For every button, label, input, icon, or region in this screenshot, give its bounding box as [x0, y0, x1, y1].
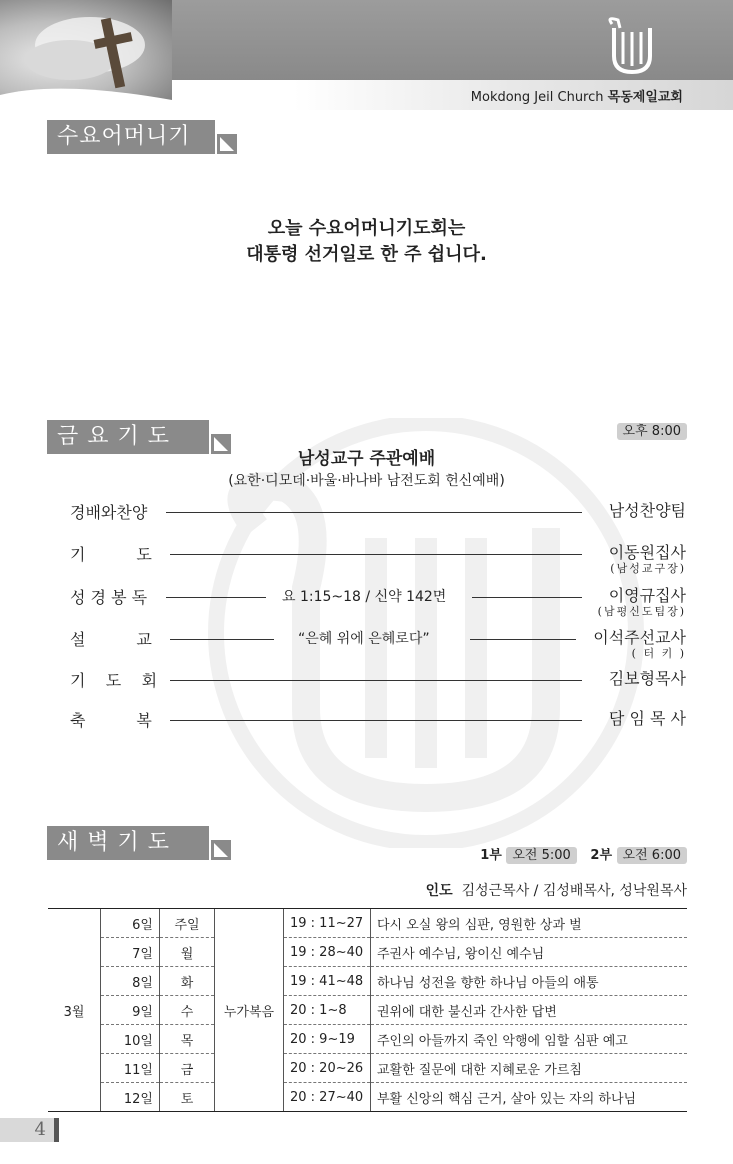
program-subvalue: (남성교구장): [610, 562, 686, 575]
program-leader-line: [170, 720, 582, 721]
program-row: [70, 500, 686, 524]
program-subvalue: (남평신도팀장): [597, 605, 686, 618]
weekday-cell: 화: [160, 967, 215, 996]
church-name-ko: 목동제일교회: [607, 90, 683, 105]
table-row: [48, 909, 687, 938]
weekday-cell: 목: [160, 1025, 215, 1054]
weekday-cell: 주일: [160, 909, 215, 938]
program-value: 이석주선교사: [593, 628, 686, 647]
page-number-bar: [54, 1118, 59, 1142]
friday-headline: 남성교구 주관예배: [297, 449, 436, 469]
day-cell: 7일: [101, 938, 160, 967]
verse-cell: 19 : 11~27: [284, 909, 371, 938]
verse-cell: 20 : 20~26: [284, 1054, 371, 1083]
program-row: [70, 668, 686, 692]
program-leader-line: [166, 512, 582, 513]
topic-cell: 주인의 아들까지 죽인 악행에 임할 심판 예고: [371, 1025, 688, 1054]
wednesday-title-text: 수요어머니기도회: [57, 124, 191, 183]
program-label: 설 교: [70, 630, 152, 649]
friday-time: [617, 420, 687, 439]
book-cell: 누가복음: [215, 909, 284, 1112]
church-name: [471, 86, 683, 105]
program-label: 축 복: [70, 711, 152, 730]
table-row: [48, 1083, 687, 1112]
topic-cell: 다시 오실 왕의 심판, 영원한 상과 벌: [371, 909, 688, 938]
program-leader-line: [166, 597, 266, 598]
notice-line-2: 대통령 선거일로 한 주 쉽니다.: [246, 244, 487, 265]
part2-time-badge: 오전 6:00: [617, 847, 687, 864]
verse-cell: 20 : 27~40: [284, 1083, 371, 1112]
weekday-cell: 월: [160, 938, 215, 967]
table-row: [48, 996, 687, 1025]
weekday-cell: 토: [160, 1083, 215, 1112]
program-value: 김보형목사: [608, 669, 686, 688]
leader-label: 인도: [425, 883, 453, 899]
wednesday-notice: [0, 216, 733, 268]
friday-time-badge: 오후 8:00: [617, 423, 687, 440]
table-row: [48, 967, 687, 996]
day-cell: 12일: [101, 1083, 160, 1112]
part1-label: 1부: [480, 848, 502, 863]
program-leader-line: [470, 639, 576, 640]
friday-subheadline: (요한·디모데·바울·바나바 남전도회 헌신예배): [228, 473, 505, 489]
church-name-en: Mokdong Jeil Church: [470, 90, 604, 105]
table-row: [48, 1054, 687, 1083]
program-row: [70, 585, 686, 618]
dawn-title-text: 새 벽 기 도 회: [57, 830, 170, 889]
program-subvalue: ( 터 키 ): [631, 647, 686, 660]
program-value: 이동원집사: [608, 543, 686, 562]
day-cell: 9일: [101, 996, 160, 1025]
program-leader-line: [472, 597, 582, 598]
topic-cell: 주권사 예수님, 왕이신 예수님: [371, 938, 688, 967]
program-row: [70, 627, 686, 660]
dawn-section-title: [47, 826, 209, 889]
topic-cell: 하나님 성전을 향한 하나님 아들의 애통: [371, 967, 688, 996]
title-corner-icon: [217, 134, 237, 154]
harp-logo-icon: [604, 16, 660, 76]
program-middle-text: 요 1:15~18 / 신약 142면: [282, 589, 447, 605]
program-row: [70, 708, 686, 732]
verse-cell: 19 : 28~40: [284, 938, 371, 967]
part2-label: 2부: [590, 848, 613, 863]
program-value: 담 임 목 사: [608, 709, 686, 728]
program-leader-line: [170, 639, 274, 640]
part1-time-badge: 오전 5:00: [506, 847, 576, 864]
friday-title-text: 금 요 기 도 회: [57, 424, 170, 483]
program-leader-line: [170, 680, 582, 681]
table-row: [48, 938, 687, 967]
weekday-cell: 금: [160, 1054, 215, 1083]
program-label: 성 경 봉 독: [70, 588, 148, 607]
topic-cell: 교활한 질문에 대한 지혜로운 가르침: [371, 1054, 688, 1083]
day-cell: 10일: [101, 1025, 160, 1054]
program-value: 남성찬양팀: [608, 501, 686, 520]
topic-cell: 부활 신앙의 핵심 근거, 살아 있는 자의 하나님: [371, 1083, 688, 1112]
program-label: 기 도: [70, 545, 152, 564]
day-cell: 11일: [101, 1054, 160, 1083]
table-row: [48, 1025, 687, 1054]
verse-cell: 19 : 41~48: [284, 967, 371, 996]
page-number-tab: [0, 1118, 54, 1142]
notice-line-1: 오늘 수요어머니기도회는: [267, 218, 466, 239]
verse-cell: 20 : 9~19: [284, 1025, 371, 1054]
topic-cell: 권위에 대한 불신과 간사한 답변: [371, 996, 688, 1025]
program-leader-line: [170, 554, 582, 555]
weekday-cell: 수: [160, 996, 215, 1025]
program-row: [70, 542, 686, 575]
month-cell: 3월: [48, 909, 101, 1112]
day-cell: 6일: [101, 909, 160, 938]
page-number: 4: [34, 1119, 46, 1140]
program-value: 이영규집사: [608, 586, 686, 605]
dawn-leaders: [426, 880, 687, 900]
verse-cell: 20 : 1~8: [284, 996, 371, 1025]
wednesday-section-title: [47, 120, 215, 183]
leader-names: 김성근목사 / 김성배목사, 성낙원목사: [461, 883, 687, 899]
program-label: 기 도 회: [70, 671, 158, 690]
dawn-times: [480, 844, 687, 863]
program-label: 경배와찬양: [70, 503, 148, 522]
praying-hands-photo: [0, 0, 172, 108]
program-middle-text: “은혜 위에 은혜로다”: [298, 631, 430, 647]
day-cell: 8일: [101, 967, 160, 996]
dawn-schedule-table: [48, 908, 687, 1112]
title-corner-icon: [211, 840, 231, 860]
